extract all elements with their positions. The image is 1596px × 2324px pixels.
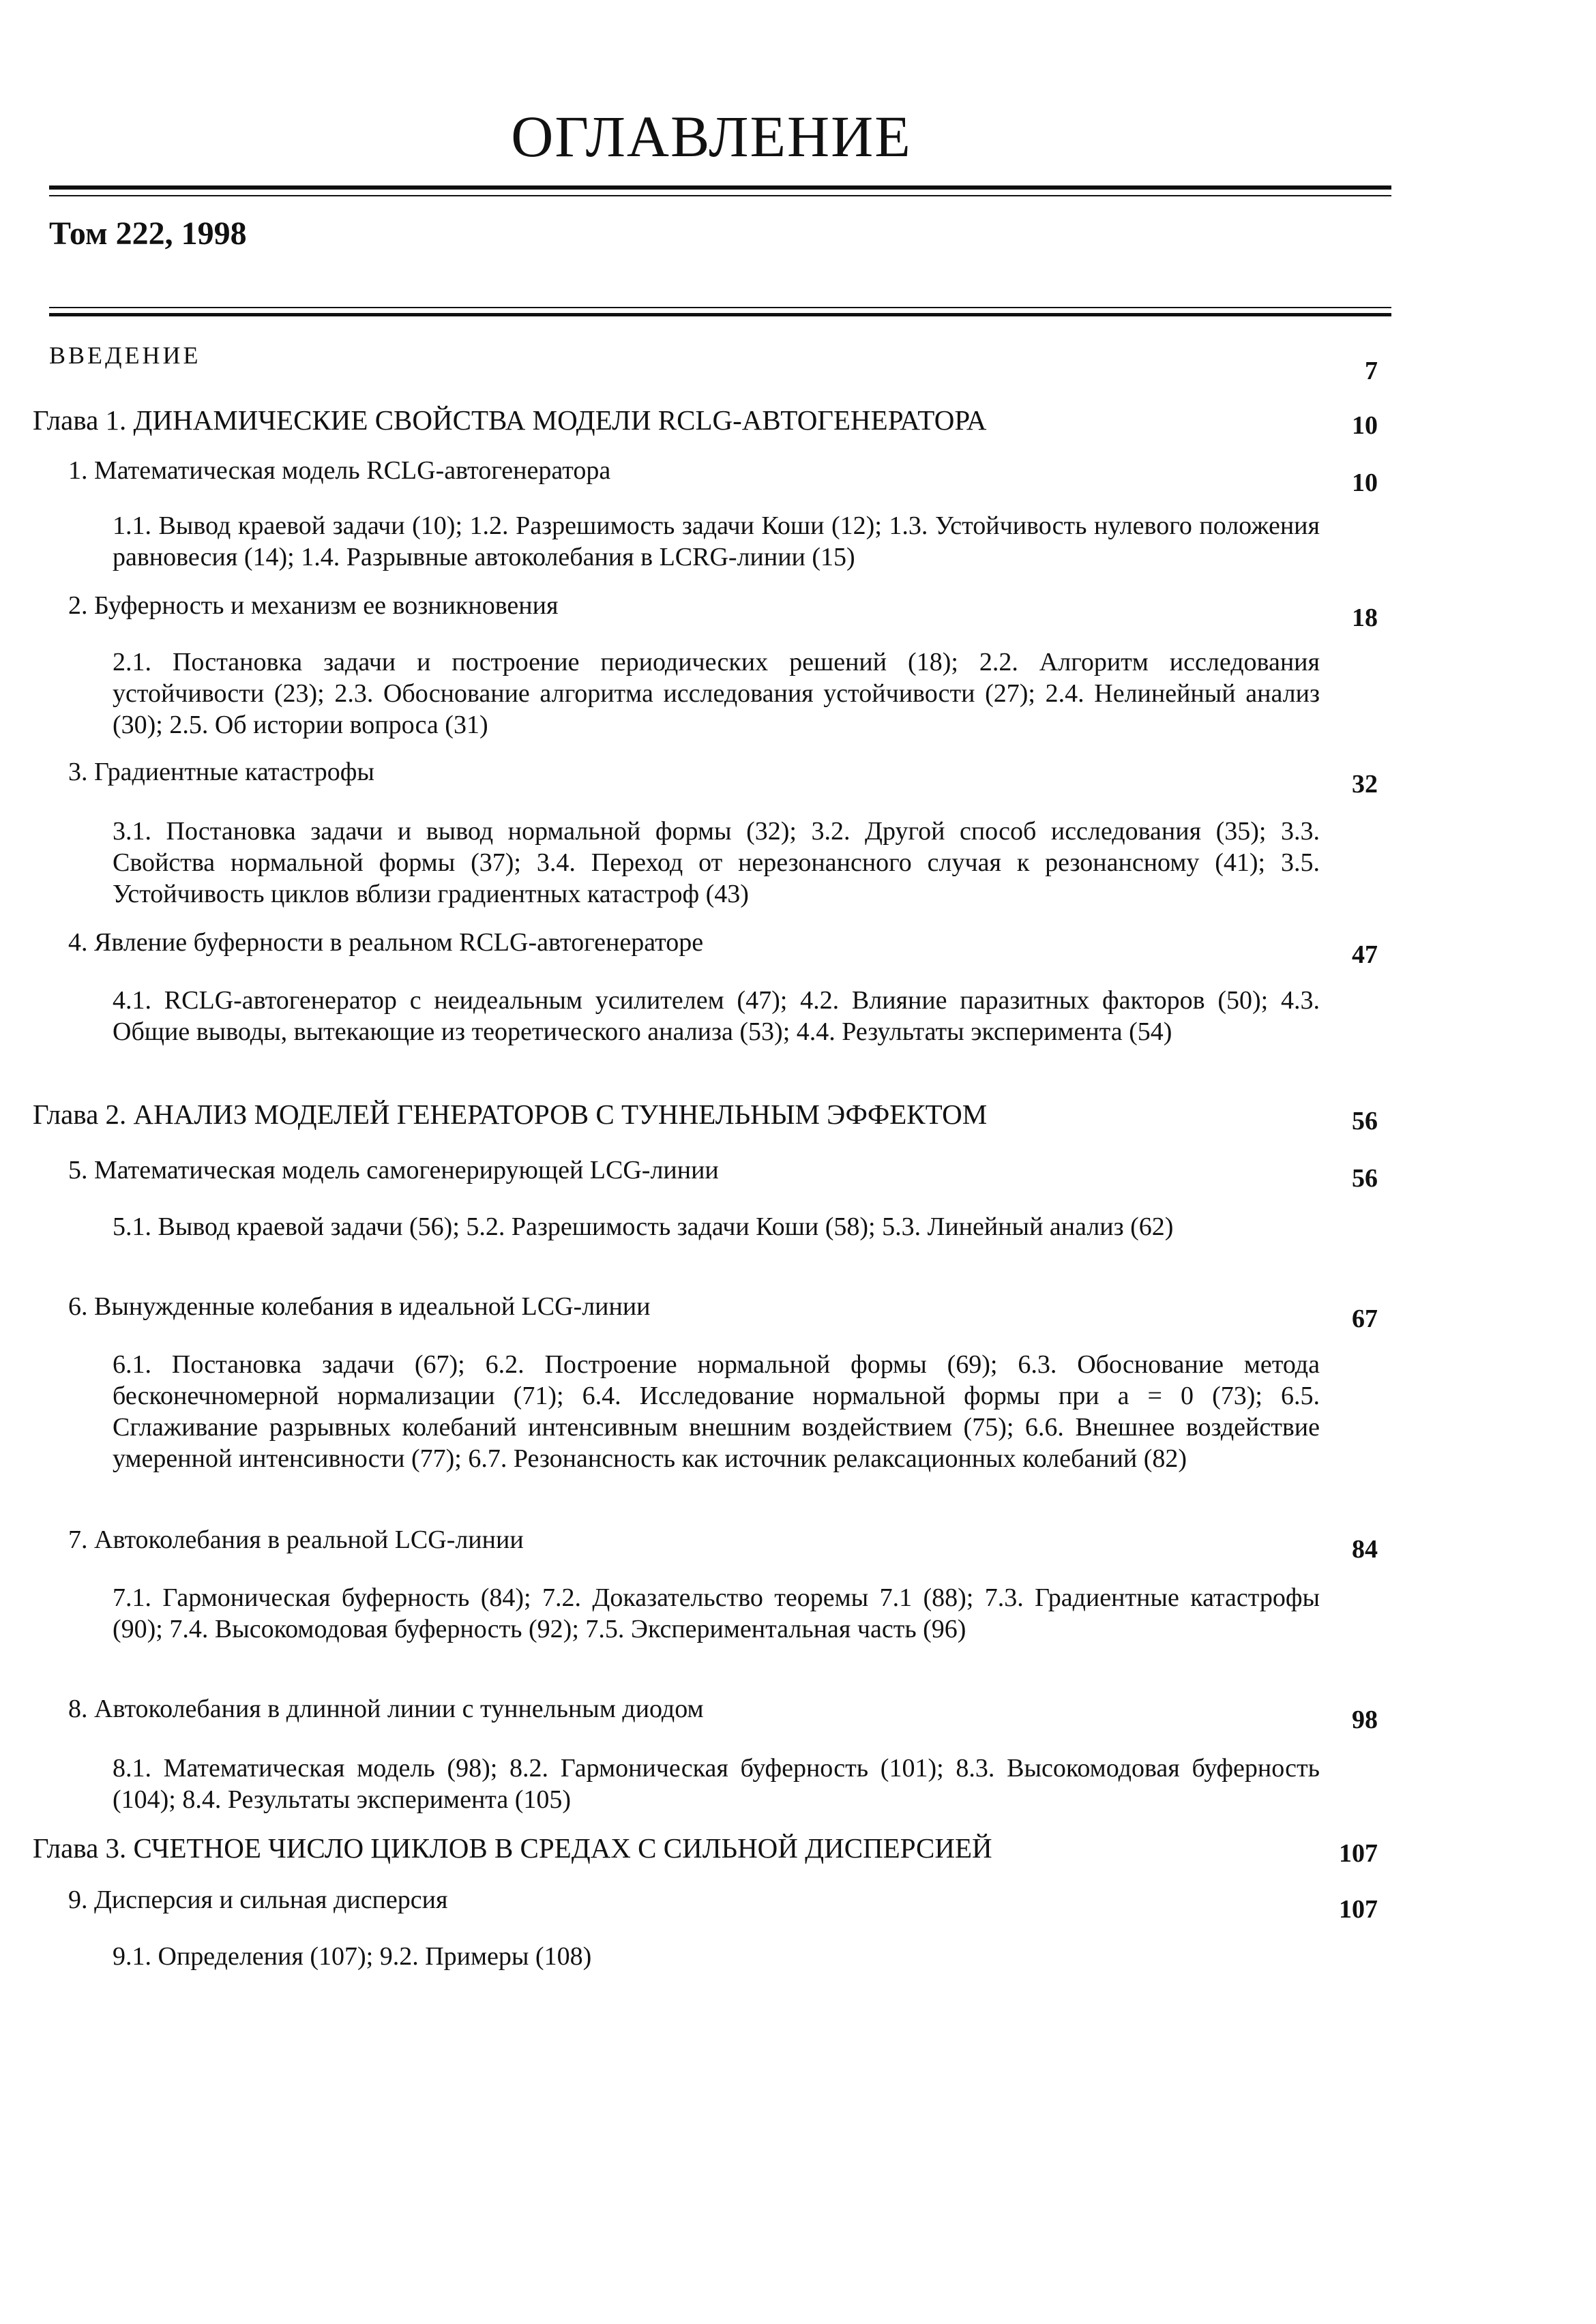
toc-chapter-1-page: 10: [1352, 411, 1378, 440]
toc-section-7-subsections: 7.1. Гармоническая буферность (84); 7.2. Доказательство теоремы 7.1 (88); 7.3. Градиентные катастрофы (90); 7.4. Высокомодовая буферность (92); 7.5. Экспериментальная часть (96): [113, 1583, 1320, 1643]
toc-intro-title: ВВЕДЕНИЕ: [49, 342, 201, 369]
toc-section-6-subsections: 6.1. Постановка задачи (67); 6.2. Построение нормальной формы (69); 6.3. Обоснование метода бесконечномерной нормализации (71); 6.4. Исследование нормальной формы при a = 0 (73); 6.5. Сглаживание разрывных колебаний интенсивным внешним воздействием (75); 6.6. Внешнее воздействие умеренной интенсивности (77); 6.7. Резонансность как источник релаксационных колебаний (82): [113, 1350, 1320, 1473]
toc-section-4-page: 47: [1352, 940, 1378, 969]
toc-section-4-subsections: 4.1. RCLG-автогенератор с неидеальным усилителем (47); 4.2. Влияние паразитных факторов (50); 4.3. Общие выводы, вытекающие из теоретического анализа (53); 4.4. Результаты эксперимента (54): [113, 986, 1320, 1046]
toc-section-8-page: 98: [1352, 1705, 1378, 1734]
toc-section-9-subsections: 9.1. Определения (107); 9.2. Примеры (108): [113, 1942, 592, 1971]
toc-chapter-2-title: Глава 2. АНАЛИЗ МОДЕЛЕЙ ГЕНЕРАТОРОВ С ТУННЕЛЬНЫМ ЭФФЕКТОМ: [33, 1099, 988, 1130]
toc-section-1-subsections: 1.1. Вывод краевой задачи (10); 1.2. Разрешимость задачи Коши (12); 1.3. Устойчивость нулевого положения равновесия (14); 1.4. Разрывные автоколебания в LCRG-линии (15): [113, 511, 1320, 571]
toc-section-7-page: 84: [1352, 1535, 1378, 1564]
toc-section-6-page: 67: [1352, 1305, 1378, 1333]
toc-section-9[interactable]: [0, 1885, 1596, 1924]
toc-section-8-subsections: 8.1. Математическая модель (98); 8.2. Гармоническая буферность (101); 8.3. Высокомодовая буферность (104); 8.4. Результаты эксперимента (105): [113, 1754, 1320, 1814]
toc-section-8[interactable]: [0, 1694, 1596, 1734]
toc-section-1-title: 1. Математическая модель RCLG-автогенератора: [68, 456, 611, 485]
toc-section-2-page: 18: [1352, 604, 1378, 632]
toc-section-3-title: 3. Градиентные катастрофы: [68, 758, 374, 786]
toc-section-9-title: 9. Дисперсия и сильная дисперсия: [68, 1886, 448, 1914]
toc-intro[interactable]: [0, 341, 1596, 385]
toc-chapter-3-title: Глава 3. СЧЕТНОЕ ЧИСЛО ЦИКЛОВ В СРЕДАХ С СИЛЬНОЙ ДИСПЕРСИЕЙ: [33, 1832, 992, 1864]
toc-section-9-page: 107: [1339, 1895, 1378, 1924]
toc-section-2-subsections: 2.1. Постановка задачи и построение периодических решений (18); 2.2. Алгоритм исследования устойчивости (23); 2.3. Обоснование алгоритма исследования устойчивости (27); 2.4. Нелинейный анализ (30); 2.5. Об истории вопроса (31): [113, 648, 1320, 739]
toc-section-5-page: 56: [1352, 1164, 1378, 1193]
volume-rule-thick: [49, 313, 1391, 316]
toc-chapter-1-title: Глава 1. ДИНАМИЧЕСКИЕ СВОЙСТВА МОДЕЛИ RCLG-АВТОГЕНЕРАТОРА: [33, 404, 987, 436]
toc-intro-page: 7: [1365, 357, 1378, 385]
title-rule-thick: [49, 185, 1391, 190]
toc-section-8-title: 8. Автоколебания в длинной линии с туннельным диодом: [68, 1695, 704, 1723]
toc-section-4-title: 4. Явление буферности в реальном RCLG-автогенераторе: [68, 928, 704, 957]
title-rule-thin: [49, 195, 1391, 196]
volume-rule-thin: [49, 307, 1391, 308]
toc-section-7-title: 7. Автоколебания в реальной LCG-линии: [68, 1525, 524, 1554]
toc-section-5-subsections: 5.1. Вывод краевой задачи (56); 5.2. Разрешимость задачи Коши (58); 5.3. Линейный анализ (62): [113, 1212, 1174, 1241]
toc-chapter-3-page: 107: [1339, 1839, 1378, 1868]
toc-section-4[interactable]: [0, 927, 1596, 969]
toc-section-3-page: 32: [1352, 770, 1378, 799]
toc-section-6-title: 6. Вынужденные колебания в идеальной LCG-линии: [68, 1292, 651, 1321]
volume-label: Том 222, 1998: [49, 215, 247, 252]
toc-section-3-subsections: 3.1. Постановка задачи и вывод нормальной формы (32); 3.2. Другой способ исследования (35); 3.3. Свойства нормальной формы (37); 3.4. Переход от нерезонансного случая к резонансному (41); 3.5. Устойчивость циклов вблизи градиентных катастроф (43): [113, 817, 1320, 908]
toc-section-3[interactable]: [0, 757, 1596, 799]
page-title: ОГЛАВЛЕНИЕ: [511, 104, 912, 169]
toc-section-1-page: 10: [1352, 468, 1378, 497]
toc-chapter-2-page: 56: [1352, 1107, 1378, 1135]
toc-section-2-title: 2. Буферность и механизм ее возникновения: [68, 591, 559, 620]
toc-section-5-title: 5. Математическая модель самогенерирующей LCG-линии: [68, 1156, 719, 1185]
toc-section-5[interactable]: [0, 1155, 1596, 1193]
toc-chapter-2[interactable]: [0, 1098, 1596, 1135]
